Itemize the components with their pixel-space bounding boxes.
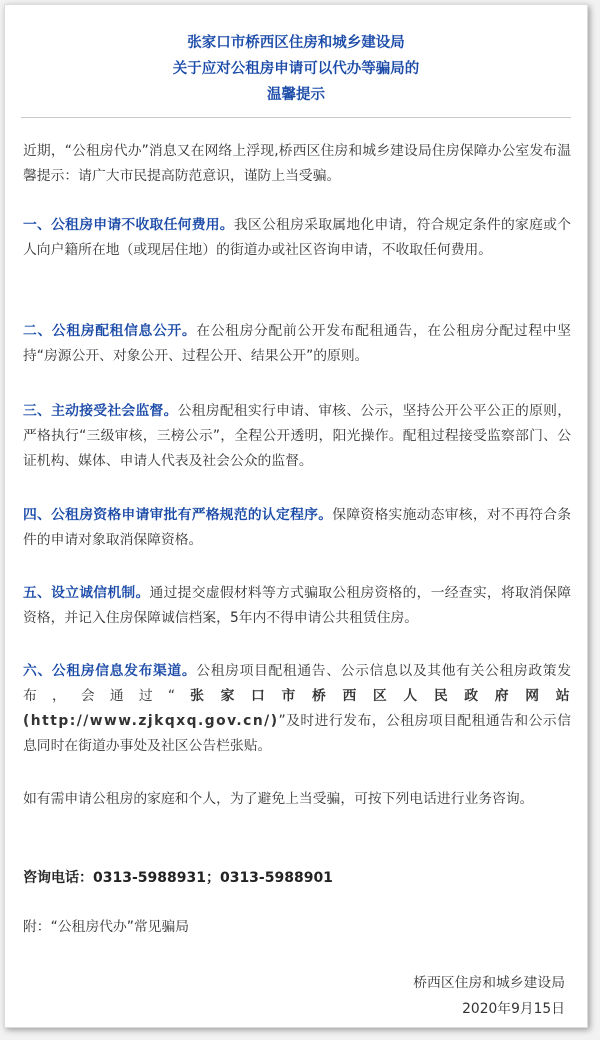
item-5-body: 通过提交虚假材料等方式骗取公租房资格的，一经查实，将取消保障资格，并记入住房保障诚信档案，5年内不得申请公共租赁住房。 (23, 585, 572, 626)
title-line-1: 张家口市桥西区住房和城乡建设局 (187, 35, 405, 51)
title-line-2: 关于应对公租房申请可以代办等骗局的 (172, 61, 420, 77)
item-2 (23, 319, 571, 369)
item-4 (23, 503, 571, 553)
item-1-body: 我区公租房采取属地化申请，符合规定条件的家庭或个人向户籍所在地（或现居住地）的街道办或社区咨询申请，不收取任何费用。 (23, 217, 572, 258)
item-4-body: 保障资格实施动态审核，对不再符合条件的申请对象取消保障资格。 (23, 507, 572, 548)
item-6-body-a: 公租房项目配租通告、公示信息以及其他有关公租房政策发布，会通过“ (23, 663, 572, 704)
item-6-body-b: ”及时进行发布，公租房项目配租通告和公示信息同时在街道办事处及社区公告栏张贴。 (23, 713, 571, 754)
government-website-link[interactable]: 张家口市桥西区人民政府网站(http://www.zjkqxq.gov.cn/) (23, 688, 571, 729)
item-4-heading: 四、公租房资格申请审批有严格规范的认定程序。 (23, 507, 333, 523)
item-6 (23, 659, 571, 759)
signature-date: 2020年9月15日 (462, 1001, 565, 1017)
item-2-heading: 二、公租房配租信息公开。 (23, 323, 197, 339)
attachment-note: 附：“公租房代办”常见骗局 (23, 919, 190, 935)
item-5-heading: 五、设立诚信机制。 (23, 585, 150, 601)
intro-paragraph: 近期，“公租房代办”消息又在网络上浮现,桥西区住房和城乡建设局住房保障办公室发布温馨提示：请广大市民提高防范意识，谨防上当受骗。 (23, 143, 571, 184)
item-3-heading: 三、主动接受社会监督。 (23, 403, 178, 419)
signature-org: 桥西区住房和城乡建设局 (413, 975, 565, 991)
item-2-body: 在公租房分配前公开发布配租通告，在公租房分配过程中坚持“房源公开、对象公开、过程公开、结果公开”的原则。 (23, 323, 572, 364)
closing-paragraph: 如有需申请公租房的家庭和个人，为了避免上当受骗，可按下列电话进行业务咨询。 (23, 791, 534, 807)
item-6-heading: 六、公租房信息发布渠道。 (23, 663, 197, 679)
item-3 (23, 399, 571, 474)
consult-phone: 咨询电话：0313-5988931；0313-5988901 (23, 870, 333, 886)
item-1 (23, 213, 571, 263)
item-1-heading: 一、公租房申请不收取任何费用。 (23, 217, 234, 233)
title-line-3: 温馨提示 (267, 87, 325, 103)
item-3-body: 公租房配租实行申请、审核、公示，坚持公开公平公正的原则，严格执行“三级审核，三榜公示”，全程公开透明，阳光操作。配租过程接受监察部门、公证机构、媒体、申请人代表及社会公众的监督。 (23, 403, 572, 469)
item-5 (23, 581, 571, 631)
notice-document (4, 4, 588, 1028)
title-divider (21, 117, 571, 118)
